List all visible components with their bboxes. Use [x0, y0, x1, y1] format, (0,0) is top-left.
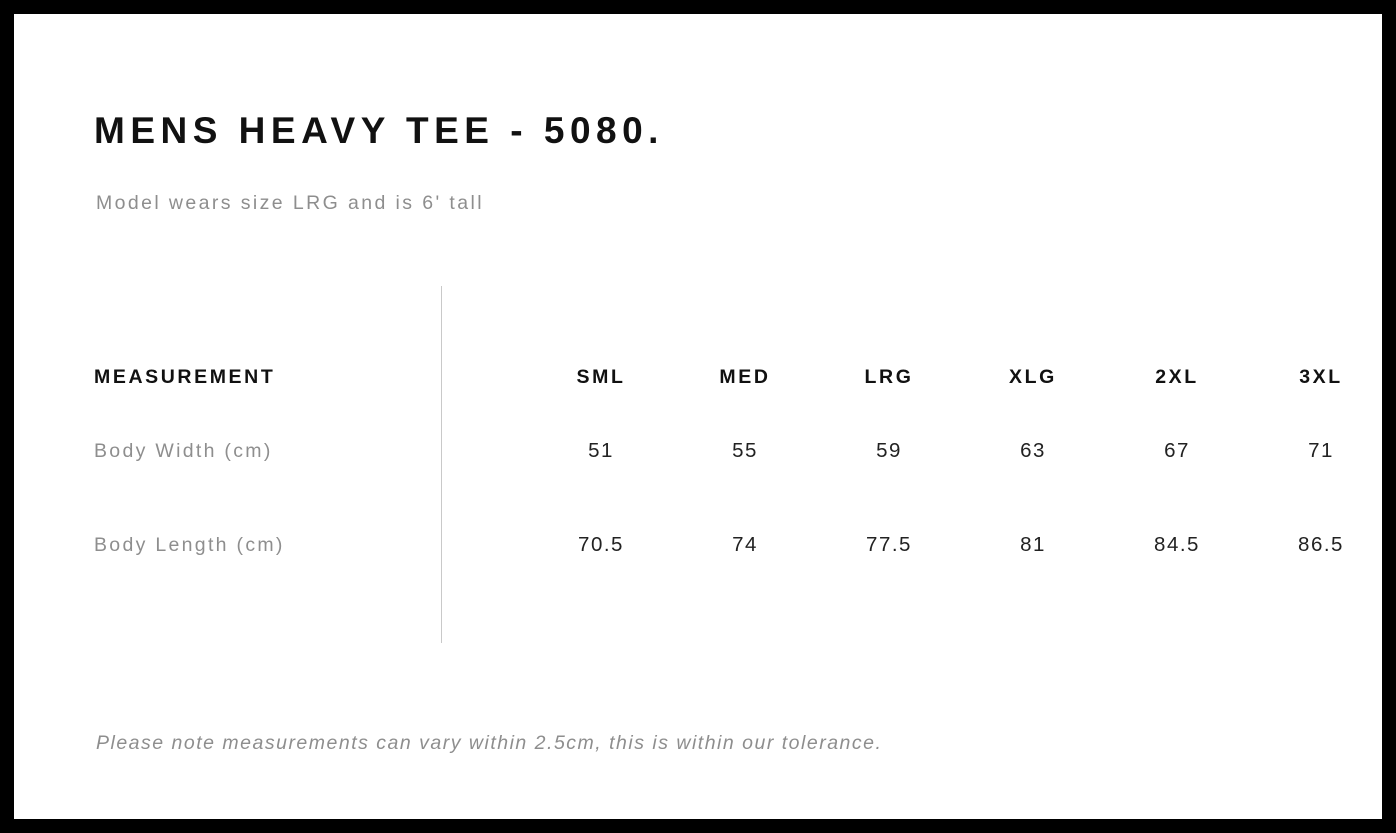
- cell-body-width-sml: 51: [588, 439, 614, 462]
- row-label-body-width: Body Width (cm): [94, 439, 273, 462]
- cell-body-length-med: 74: [732, 533, 758, 556]
- tolerance-note: Please note measurements can vary within 2.5cm, this is within our tolerance.: [96, 732, 883, 754]
- cell-body-width-2xl: 67: [1164, 439, 1190, 462]
- cell-body-length-xlg: 81: [1020, 533, 1046, 556]
- table-header-row: [94, 350, 1393, 404]
- cell-body-width-3xl: 71: [1308, 439, 1334, 462]
- cell-body-length-2xl: 84.5: [1154, 533, 1200, 556]
- cell-body-length-lrg: 77.5: [866, 533, 912, 556]
- cell-body-width-med: 55: [732, 439, 758, 462]
- cell-body-width-xlg: 63: [1020, 439, 1046, 462]
- cell-body-width-lrg: 59: [876, 439, 902, 462]
- column-header-measurement: MEASUREMENT: [94, 365, 276, 388]
- size-measurement-table: [94, 350, 1393, 592]
- cell-body-length-sml: 70.5: [578, 533, 624, 556]
- column-header-size-lrg: LRG: [864, 365, 914, 388]
- size-chart-card: [14, 14, 1382, 819]
- page-title: MENS HEAVY TEE - 5080.: [94, 110, 664, 151]
- model-info-text: Model wears size LRG and is 6' tall: [96, 192, 484, 214]
- row-label-body-length: Body Length (cm): [94, 533, 285, 556]
- column-header-size-3xl: 3XL: [1299, 365, 1343, 388]
- column-header-size-med: MED: [719, 365, 771, 388]
- column-header-size-2xl: 2XL: [1155, 365, 1199, 388]
- column-header-size-sml: SML: [576, 365, 626, 388]
- cell-body-length-3xl: 86.5: [1298, 533, 1344, 556]
- table-row: [94, 498, 1393, 592]
- table-row: [94, 404, 1393, 498]
- size-chart-content: [94, 14, 1344, 819]
- column-header-size-xlg: XLG: [1009, 365, 1057, 388]
